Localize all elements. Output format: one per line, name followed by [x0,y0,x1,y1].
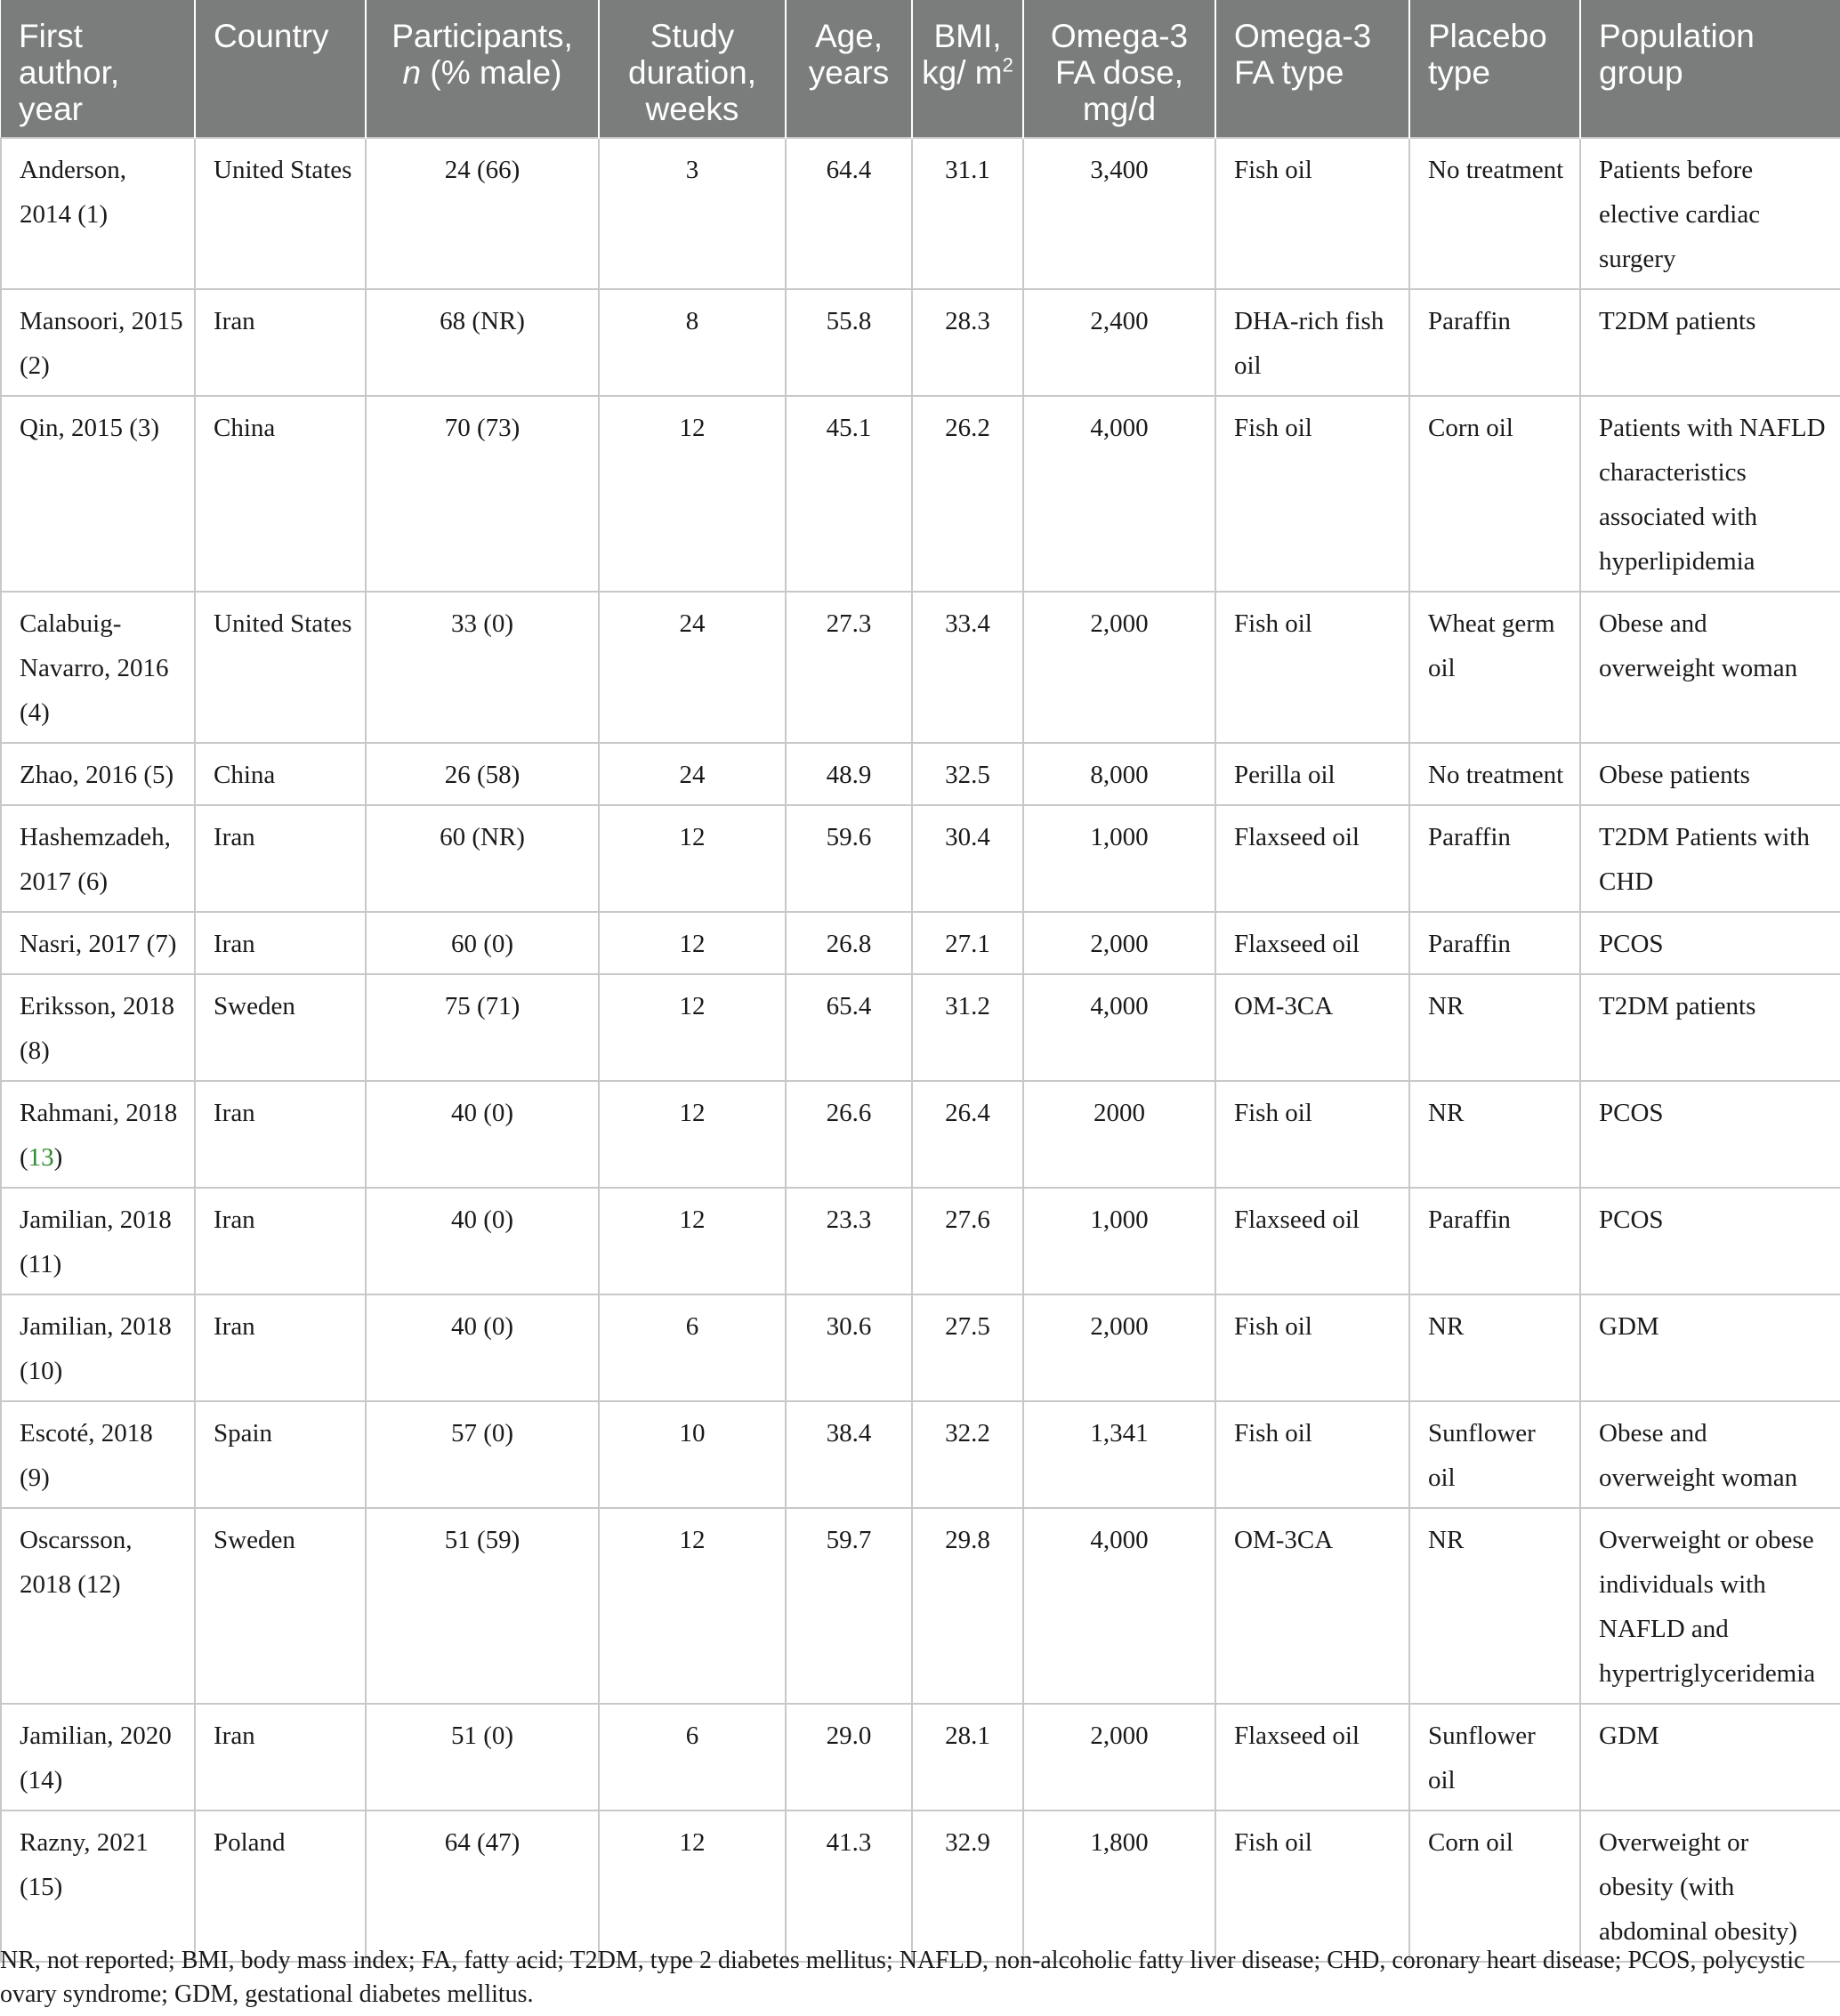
cell-author: Zhao, 2016 (5) [1,743,195,805]
cell-population: PCOS [1580,912,1840,974]
cell-country: China [195,743,366,805]
cell-population: PCOS [1580,1188,1840,1294]
header-participants-post: (% male) [430,54,562,91]
cell-population: Patients with NAFLD characteristics associated with hyperlipidemia [1580,396,1840,592]
cell-bmi: 30.4 [912,805,1023,912]
cell-type: Fish oil [1215,1810,1409,1962]
cell-type: Flaxseed oil [1215,1188,1409,1294]
cell-participants: 75 (71) [366,974,599,1081]
cell-author: Hashemzadeh, 2017 (6) [1,805,195,912]
cell-age: 38.4 [786,1401,912,1508]
cell-author: Mansoori, 2015 (2) [1,289,195,396]
cell-bmi: 26.4 [912,1081,1023,1188]
cell-author: Rahmani, 2018 (13) [1,1081,195,1188]
cell-dose: 1,000 [1023,1188,1215,1294]
cell-population: Overweight or obese individuals with NAFLD and hypertriglyceridemia [1580,1508,1840,1704]
cell-participants: 26 (58) [366,743,599,805]
cell-placebo: Paraffin [1409,805,1580,912]
cell-duration: 12 [599,1081,786,1188]
cell-author: Eriksson, 2018 (8) [1,974,195,1081]
header-type: Omega-3 FA type [1215,0,1409,138]
table-row [1,396,1840,592]
table-row [1,1294,1840,1401]
cell-dose: 2,000 [1023,1704,1215,1810]
cell-dose: 2,000 [1023,1294,1215,1401]
cell-participants: 40 (0) [366,1081,599,1188]
cell-population: T2DM patients [1580,289,1840,396]
cell-placebo: NR [1409,1508,1580,1704]
cell-placebo: Corn oil [1409,1810,1580,1962]
table-row [1,1188,1840,1294]
cell-dose: 2000 [1023,1081,1215,1188]
table-row [1,1810,1840,1962]
header-participants-n: n [402,54,422,91]
cell-age: 59.7 [786,1508,912,1704]
cell-population: Patients before elective cardiac surgery [1580,138,1840,289]
cell-dose: 2,400 [1023,289,1215,396]
cell-participants: 68 (NR) [366,289,599,396]
cell-dose: 1,341 [1023,1401,1215,1508]
cell-duration: 24 [599,743,786,805]
header-participants [366,0,599,138]
cell-author: Qin, 2015 (3) [1,396,195,592]
header-country: Country [195,0,366,138]
table-row [1,743,1840,805]
cell-participants: 40 (0) [366,1188,599,1294]
cell-type: Fish oil [1215,396,1409,592]
cell-bmi: 32.5 [912,743,1023,805]
cell-country: Sweden [195,1508,366,1704]
header-placebo: Placebo type [1409,0,1580,138]
table-row [1,1704,1840,1810]
cell-author: Jamilian, 2018 (11) [1,1188,195,1294]
cell-country: Iran [195,289,366,396]
cell-participants: 60 (NR) [366,805,599,912]
cell-dose: 2,000 [1023,592,1215,743]
cell-bmi: 32.9 [912,1810,1023,1962]
cell-participants: 51 (59) [366,1508,599,1704]
header-bmi-sup: 2 [1002,53,1013,77]
cell-country: Iran [195,1081,366,1188]
cell-bmi: 33.4 [912,592,1023,743]
cell-country: Iran [195,805,366,912]
cell-bmi: 27.5 [912,1294,1023,1401]
cell-bmi: 28.1 [912,1704,1023,1810]
cell-duration: 24 [599,592,786,743]
header-bmi-text: BMI, kg/ m [922,18,1003,91]
cell-population: PCOS [1580,1081,1840,1188]
cell-duration: 8 [599,289,786,396]
cell-population: GDM [1580,1704,1840,1810]
cell-placebo: Paraffin [1409,289,1580,396]
cell-population: Obese and overweight woman [1580,592,1840,743]
cell-placebo: Paraffin [1409,1188,1580,1294]
cell-duration: 6 [599,1294,786,1401]
table-row [1,1081,1840,1188]
table-row [1,974,1840,1081]
cell-age: 59.6 [786,805,912,912]
cell-age: 64.4 [786,138,912,289]
cell-duration: 12 [599,1188,786,1294]
header-participants-pre: Participants, [391,18,573,54]
cell-participants: 33 (0) [366,592,599,743]
cell-author: Razny, 2021 (15) [1,1810,195,1962]
cell-age: 48.9 [786,743,912,805]
cell-population: GDM [1580,1294,1840,1401]
cell-country: Spain [195,1401,366,1508]
cell-age: 55.8 [786,289,912,396]
cell-placebo: Corn oil [1409,396,1580,592]
table-row [1,138,1840,289]
cell-age: 23.3 [786,1188,912,1294]
cell-author: Calabuig-Navarro, 2016 (4) [1,592,195,743]
cell-type: OM-3CA [1215,1508,1409,1704]
cell-author-text: Rahmani, 2018 [20,1099,178,1127]
cell-age: 41.3 [786,1810,912,1962]
cell-dose: 4,000 [1023,1508,1215,1704]
cell-age: 26.6 [786,1081,912,1188]
table-header-row [1,0,1840,138]
cell-duration: 12 [599,1508,786,1704]
cell-duration: 12 [599,396,786,592]
cell-participants: 40 (0) [366,1294,599,1401]
cell-duration: 12 [599,974,786,1081]
cell-type: Fish oil [1215,592,1409,743]
cell-duration: 12 [599,912,786,974]
cell-dose: 4,000 [1023,396,1215,592]
cell-dose: 2,000 [1023,912,1215,974]
cell-type: Fish oil [1215,1081,1409,1188]
cell-placebo: Sunflower oil [1409,1704,1580,1810]
cell-author: Jamilian, 2018 (10) [1,1294,195,1401]
header-age: Age, years [786,0,912,138]
cell-population: T2DM Patients with CHD [1580,805,1840,912]
cell-country: Iran [195,1294,366,1401]
table-row [1,289,1840,396]
cell-bmi: 29.8 [912,1508,1023,1704]
cell-bmi: 31.2 [912,974,1023,1081]
cell-type: Flaxseed oil [1215,805,1409,912]
cell-dose: 4,000 [1023,974,1215,1081]
cell-participants: 51 (0) [366,1704,599,1810]
table-footnote: NR, not reported; BMI, body mass index; FA, fatty acid; T2DM, type 2 diabetes mellitus; NAFLD, non-alcoholic fatty liver disease; CHD, coronary heart disease; PCOS, polycystic ovary syndrome; GDM, gestational diabetes mellitus. [0,1947,1805,2008]
cell-country: Poland [195,1810,366,1962]
cell-author: Anderson, 2014 (1) [1,138,195,289]
cell-age: 26.8 [786,912,912,974]
cell-duration: 6 [599,1704,786,1810]
cell-dose: 1,800 [1023,1810,1215,1962]
cell-bmi: 32.2 [912,1401,1023,1508]
cell-age: 27.3 [786,592,912,743]
cell-author: Nasri, 2017 (7) [1,912,195,974]
cell-participants: 57 (0) [366,1401,599,1508]
table-row [1,592,1840,743]
cell-country: Iran [195,1188,366,1294]
cell-country: United States [195,138,366,289]
cell-population: Overweight or obesity (with abdominal obesity) [1580,1810,1840,1962]
cell-bmi: 28.3 [912,289,1023,396]
header-author: First author, year [1,0,195,138]
cell-duration: 12 [599,805,786,912]
table-row [1,1401,1840,1508]
reference-link[interactable]: 13 [28,1143,54,1172]
cell-placebo: NR [1409,1081,1580,1188]
cell-participants: 60 (0) [366,912,599,974]
cell-bmi: 31.1 [912,138,1023,289]
cell-country: Iran [195,1704,366,1810]
cell-duration: 10 [599,1401,786,1508]
cell-participants: 24 (66) [366,138,599,289]
cell-placebo: NR [1409,1294,1580,1401]
cell-type: OM-3CA [1215,974,1409,1081]
cell-placebo: Wheat germ oil [1409,592,1580,743]
cell-dose: 8,000 [1023,743,1215,805]
cell-population: Obese and overweight woman [1580,1401,1840,1508]
header-dose: Omega-3 FA dose, mg/d [1023,0,1215,138]
cell-type: Flaxseed oil [1215,1704,1409,1810]
cell-country: Iran [195,912,366,974]
cell-participants: 70 (73) [366,396,599,592]
cell-type: Fish oil [1215,1401,1409,1508]
cell-placebo: No treatment [1409,138,1580,289]
cell-age: 29.0 [786,1704,912,1810]
table-row [1,805,1840,912]
header-bmi [912,0,1023,138]
cell-placebo: NR [1409,974,1580,1081]
cell-bmi: 27.6 [912,1188,1023,1294]
cell-bmi: 27.1 [912,912,1023,974]
table-row [1,912,1840,974]
cell-age: 30.6 [786,1294,912,1401]
cell-placebo: Paraffin [1409,912,1580,974]
cell-type: Perilla oil [1215,743,1409,805]
cell-country: Sweden [195,974,366,1081]
cell-bmi: 26.2 [912,396,1023,592]
cell-author: Jamilian, 2020 (14) [1,1704,195,1810]
cell-age: 65.4 [786,974,912,1081]
cell-duration: 3 [599,138,786,289]
cell-type: Fish oil [1215,138,1409,289]
cell-dose: 1,000 [1023,805,1215,912]
cell-type: Flaxseed oil [1215,912,1409,974]
cell-type: DHA-rich fish oil [1215,289,1409,396]
cell-author: Oscarsson, 2018 (12) [1,1508,195,1704]
cell-type: Fish oil [1215,1294,1409,1401]
header-population: Population group [1580,0,1840,138]
cell-population: T2DM patients [1580,974,1840,1081]
header-duration: Study duration, weeks [599,0,786,138]
cell-placebo: Sunflower oil [1409,1401,1580,1508]
cell-country: China [195,396,366,592]
cell-age: 45.1 [786,396,912,592]
table-row [1,1508,1840,1704]
cell-duration: 12 [599,1810,786,1962]
cell-dose: 3,400 [1023,138,1215,289]
cell-country: United States [195,592,366,743]
cell-participants: 64 (47) [366,1810,599,1962]
cell-author: Escoté, 2018 (9) [1,1401,195,1508]
cell-population: Obese patients [1580,743,1840,805]
cell-placebo: No treatment [1409,743,1580,805]
